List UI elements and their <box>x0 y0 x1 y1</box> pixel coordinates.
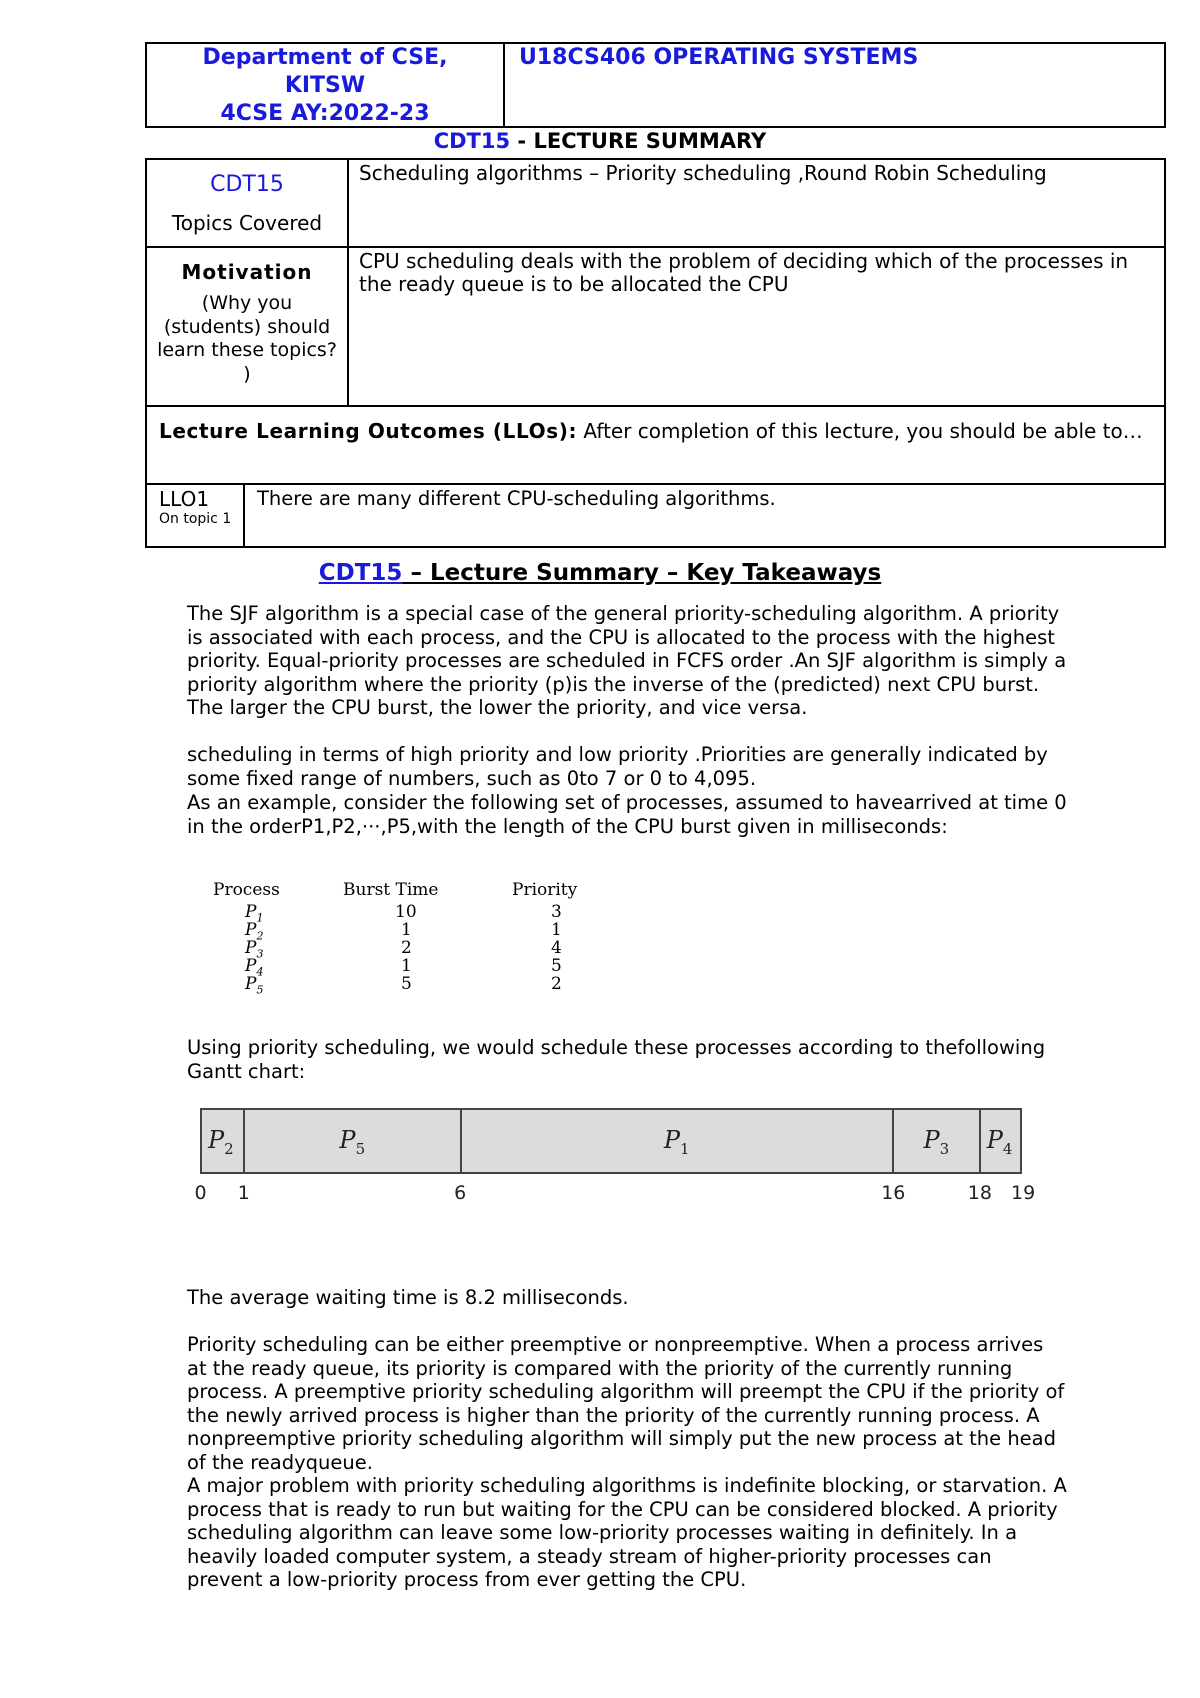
llo-heading-row <box>145 405 1166 485</box>
summary-title-code: CDT15 <box>433 129 511 153</box>
gantt-chart <box>200 1108 1022 1174</box>
header-table <box>145 42 1166 128</box>
gantt-segment-subscript: 1 <box>680 1139 690 1158</box>
paragraph-gantt-intro: Using priority scheduling, we would schedule these processes according to thefollowing Gantt chart: <box>187 1036 1046 1083</box>
paragraph-starvation: A major problem with priority scheduling algorithms is indefinite blocking, or starvation. A process that is ready to run but waiting for the CPU can be considered blocked. A priority scheduling algorithm can leave some low-priority processes waiting in definitely. In a heavily loaded computer system, a steady stream of higher-priority processes can prevent a low-priority process from ever getting the CPU. <box>187 1474 1067 1592</box>
gantt-segment-letter: P <box>663 1126 681 1154</box>
gantt-tick-label: 16 <box>881 1182 906 1204</box>
process-subscript: 4 <box>256 965 264 979</box>
topics-label: Topics Covered <box>171 211 323 235</box>
llo1-label-cell <box>147 485 245 546</box>
burst-value: 2 <box>401 938 412 958</box>
gantt-segment-letter: P <box>208 1126 225 1154</box>
gantt-segment-label <box>339 1126 365 1158</box>
burst-value: 1 <box>401 920 412 940</box>
priority-header: Priority <box>512 880 578 900</box>
department-line2: KITSW <box>284 73 366 98</box>
process-subscript: 2 <box>256 929 264 943</box>
gantt-segment <box>460 1108 893 1174</box>
lecture-summary-title <box>0 129 1200 153</box>
burst-value: 5 <box>401 974 412 994</box>
gantt-tick-label: 19 <box>1011 1182 1036 1204</box>
llo1-row <box>145 483 1166 548</box>
process-header: Process <box>213 880 280 900</box>
gantt-segment <box>243 1108 459 1174</box>
paragraph-priority-range: scheduling in terms of high priority and low priority .Priorities are generally indicated by some fixed range of numbers, such as 0to 7 or 0 to 4,095. <box>187 743 1048 790</box>
process-letter: P <box>245 956 257 976</box>
department-cell <box>147 44 505 126</box>
paragraph-sjf: The SJF algorithm is a special case of the general priority-scheduling algorithm. A priority is associated with each process, and the CPU is allocated to the process with the highest priority. Equal-priority processes are scheduled in FCFS order .An SJF algorithm is simply a priority algorithm where the priority (p)is the inverse of the (predicted) next CPU burst. The larger the CPU burst, the lower the priority, and vice versa. <box>187 602 1067 720</box>
burst-value: 1 <box>401 956 412 976</box>
key-title-code: CDT15 <box>318 560 403 586</box>
department-line3: 4CSE AY:2022-23 <box>220 101 430 126</box>
gantt-segment <box>892 1108 979 1174</box>
key-title-rest: – Lecture Summary – Key Takeaways <box>402 560 882 586</box>
gantt-tick-label: 1 <box>237 1182 250 1204</box>
process-subscript: 1 <box>256 911 264 925</box>
priority-value: 3 <box>551 902 562 922</box>
motivation-sub: (Why you (students) should learn these topics? ) <box>157 292 337 385</box>
gantt-segment <box>979 1108 1022 1174</box>
department-line1: Department of CSE, <box>202 45 448 70</box>
llo-heading-cell <box>159 419 1144 443</box>
priority-value: 2 <box>551 974 562 994</box>
motivation-text: CPU scheduling deals with the problem of deciding which of the processes in the ready queue is to be allocated the CPU <box>359 249 1129 296</box>
gantt-segment-letter: P <box>339 1126 356 1154</box>
process-subscript: 3 <box>256 947 264 961</box>
gantt-segment-subscript: 2 <box>224 1139 234 1158</box>
process-name <box>245 974 263 996</box>
gantt-tick-label: 0 <box>194 1182 207 1204</box>
course-title: U18CS406 OPERATING SYSTEMS <box>519 45 919 70</box>
gantt-tick-label: 6 <box>454 1182 467 1204</box>
topics-label-cell <box>147 160 349 246</box>
key-takeaways-title <box>0 560 1200 586</box>
motivation-label: Motivation <box>181 260 313 284</box>
gantt-segment-subscript: 5 <box>355 1139 366 1158</box>
summary-title-rest: - LECTURE SUMMARY <box>510 129 767 153</box>
topics-text: Scheduling algorithms – Priority scheduling ,Round Robin Scheduling <box>359 161 1047 185</box>
process-letter: P <box>245 920 257 940</box>
gantt-segment-subscript: 4 <box>1002 1139 1013 1158</box>
llo1-text: There are many different CPU-scheduling algorithms. <box>257 487 776 510</box>
gantt-segment-label <box>923 1126 949 1158</box>
topics-code: CDT15 <box>210 172 284 197</box>
priority-value: 5 <box>551 956 562 976</box>
gantt-segment-letter: P <box>923 1126 940 1154</box>
motivation-label-cell <box>147 248 349 405</box>
gantt-tick-label: 18 <box>967 1182 992 1204</box>
gantt-segment-label <box>208 1126 234 1158</box>
process-letter: P <box>245 974 257 994</box>
paragraph-example: As an example, consider the following set of processes, assumed to havearrived at time 0 in the orderP1,P2,···,P5,with the length of the CPU burst given in milliseconds: <box>187 791 1067 838</box>
process-letter: P <box>245 938 257 958</box>
gantt-segment-label <box>987 1126 1013 1158</box>
paragraph-avg-waiting: The average waiting time is 8.2 milliseconds. <box>187 1286 629 1309</box>
llo1-sub: On topic 1 <box>159 511 232 527</box>
paragraph-preemptive: Priority scheduling can be either preemptive or nonpreemptive. When a process arrives at the ready queue, its priority is compared with the priority of the currently running process. A preemptive priority scheduling algorithm will preempt the CPU if the priority of the newly arrived process is higher than the priority of the currently running process. A nonpreemptive priority scheduling algorithm will simply put the new process at the head of the readyqueue. <box>187 1333 1065 1474</box>
topics-row <box>145 158 1166 248</box>
motivation-row <box>145 246 1166 407</box>
gantt-segment-subscript: 3 <box>939 1139 950 1158</box>
process-subscript: 5 <box>256 983 264 997</box>
priority-value: 4 <box>551 938 562 958</box>
gantt-segment <box>200 1108 243 1174</box>
llo-heading: Lecture Learning Outcomes (LLOs): <box>159 419 578 443</box>
llo1-label: LLO1 <box>159 487 210 511</box>
priority-value: 1 <box>551 920 562 940</box>
gantt-segment-label <box>664 1126 690 1158</box>
gantt-segment-letter: P <box>986 1126 1003 1154</box>
llo-heading-rest: After completion of this lecture, you should be able to… <box>577 419 1143 443</box>
burst-header: Burst Time <box>343 880 439 900</box>
burst-value: 10 <box>395 902 417 922</box>
process-letter: P <box>245 902 257 922</box>
